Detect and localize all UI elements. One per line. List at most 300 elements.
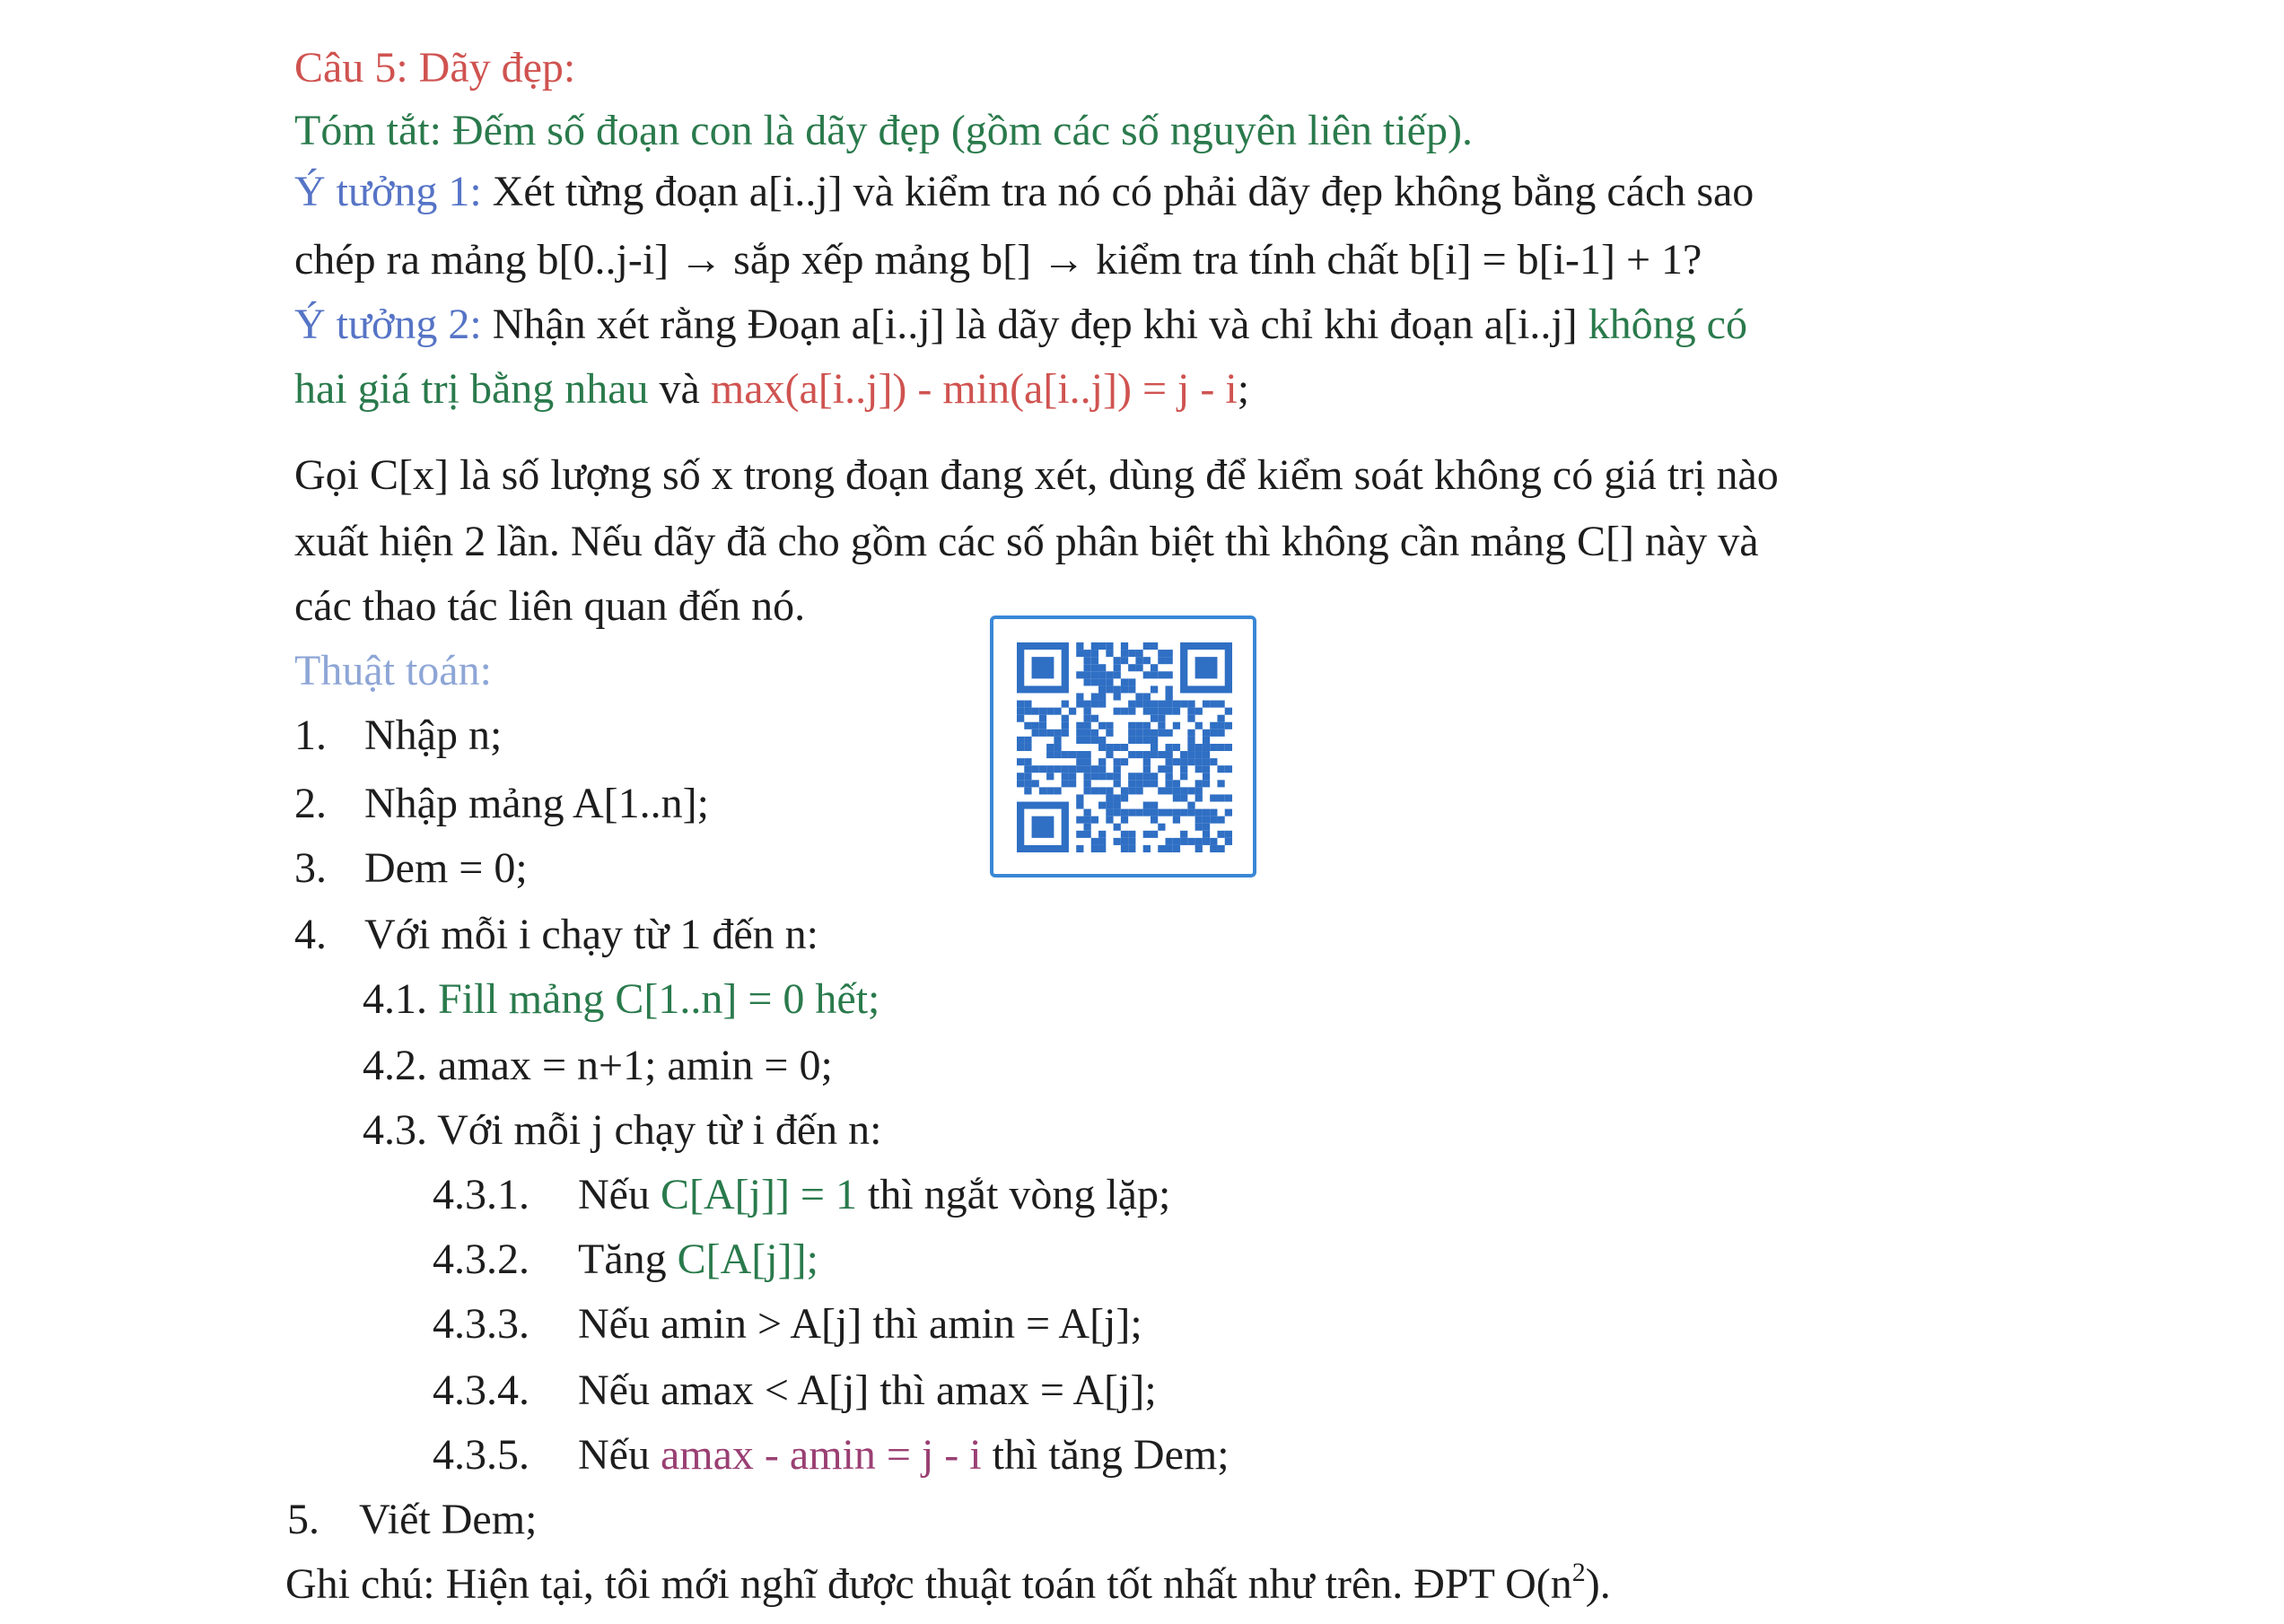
qr-module <box>1024 773 1031 780</box>
qr-module <box>1210 758 1217 765</box>
qr-module <box>1195 794 1203 801</box>
qr-module <box>1114 794 1121 801</box>
qr-module <box>1195 722 1203 729</box>
qr-module <box>1069 780 1076 787</box>
idea1-line2: chép ra mảng b[0..j-i] → sắp xếp mảng b[] → kiểm tra tính chất b[i] = b[i-1] + 1? <box>294 236 1702 284</box>
qr-module <box>1225 744 1232 751</box>
qr-module <box>1091 845 1098 852</box>
qr-module <box>1054 744 1061 751</box>
step-4-3-3 <box>433 1300 1142 1348</box>
qr-module <box>1076 671 1083 678</box>
qr-module <box>1062 780 1069 787</box>
qr-code <box>990 616 1256 877</box>
qr-module <box>1203 816 1210 824</box>
qr-module <box>1195 838 1203 845</box>
qr-module <box>1128 650 1135 657</box>
qr-module <box>1187 715 1195 722</box>
qr-module <box>1187 729 1195 737</box>
qr-module <box>1121 845 1128 852</box>
qr-module <box>1166 758 1173 765</box>
qr-module <box>1217 816 1224 824</box>
summary-line <box>294 109 1473 153</box>
qr-module <box>1076 737 1083 744</box>
qr-module <box>1091 737 1098 744</box>
qr-module <box>1166 751 1173 758</box>
qr-module <box>1210 729 1217 737</box>
qr-module <box>1166 671 1173 678</box>
qr-module <box>1151 816 1158 824</box>
qr-module <box>1091 671 1098 678</box>
qr-module <box>1039 729 1046 737</box>
qr-module <box>1046 744 1054 751</box>
qr-module <box>1076 701 1083 708</box>
qr-module <box>1106 678 1113 685</box>
problem-title: Câu 5: Dãy đẹp: <box>294 44 576 92</box>
qr-module <box>1062 751 1069 758</box>
qr-module <box>1180 765 1187 773</box>
qr-module <box>1225 794 1232 801</box>
qr-module <box>1106 729 1113 737</box>
qr-module <box>1166 701 1173 708</box>
step-1 <box>294 714 502 757</box>
qr-module <box>1083 758 1090 765</box>
step-text: Với mỗi j chạy từ i đến n: <box>437 1106 882 1154</box>
qr-module <box>1166 744 1173 751</box>
qr-module <box>1083 729 1090 737</box>
step-4-3-5 <box>433 1431 1230 1479</box>
qr-module <box>1091 729 1098 737</box>
qr-module <box>1083 657 1090 664</box>
qr-module <box>1143 780 1151 787</box>
qr-module <box>1135 773 1142 780</box>
qr-module <box>1158 650 1165 657</box>
qr-module <box>1039 708 1046 715</box>
qr-module <box>1217 765 1224 773</box>
qr-module <box>1151 685 1158 693</box>
qr-module <box>1076 831 1083 838</box>
qr-module <box>1121 809 1128 816</box>
qr-module <box>1143 657 1151 664</box>
qr-module <box>1098 685 1106 693</box>
step-text: Với mỗi i chạy từ 1 đến n: <box>364 911 818 958</box>
step-2 <box>294 782 709 825</box>
qr-module <box>1173 794 1180 801</box>
qr-module <box>1076 794 1083 801</box>
step-number: 4.3. <box>363 1106 427 1154</box>
qr-module <box>1203 729 1210 737</box>
qr-module <box>1166 765 1173 773</box>
qr-module <box>1017 701 1024 708</box>
step-number: 4. <box>294 911 327 958</box>
qr-module <box>1121 744 1128 751</box>
qr-module <box>1128 809 1135 816</box>
qr-module <box>1098 744 1106 751</box>
qr-module <box>1046 708 1054 715</box>
qr-module <box>1039 715 1046 722</box>
qr-module <box>1046 729 1054 737</box>
qr-module <box>1151 708 1158 715</box>
qr-module <box>1128 701 1135 708</box>
step-number: 4.2. <box>363 1042 427 1089</box>
idea1-text1: Xét từng đoạn a[i..j] và kiểm tra nó có phải dãy đẹp không bằng cách sao <box>492 168 1755 215</box>
qr-module <box>1128 722 1135 729</box>
qr-module <box>1098 737 1106 744</box>
qr-module <box>1180 701 1187 708</box>
qr-module <box>1083 773 1090 780</box>
qr-module <box>1128 685 1135 693</box>
qr-module <box>1114 773 1121 780</box>
qr-module <box>1158 671 1165 678</box>
qr-module <box>1054 729 1061 737</box>
idea2-line1 <box>294 303 1747 346</box>
qr-module <box>1151 780 1158 787</box>
qr-module <box>1180 758 1187 765</box>
qr-module <box>1032 816 1054 838</box>
step-green: C[A[j]] = 1 <box>660 1171 857 1218</box>
qr-module <box>1062 701 1069 708</box>
qr-module <box>1106 744 1113 751</box>
idea2-and: và <box>659 365 700 413</box>
summary-label: Tóm tắt: <box>294 107 442 154</box>
qr-module <box>1135 664 1142 671</box>
qr-module <box>1180 751 1187 758</box>
step-4-3-4 <box>433 1366 1157 1414</box>
qr-module <box>1114 693 1121 700</box>
qr-module <box>1135 657 1142 664</box>
qr-module <box>1106 642 1113 650</box>
qr-module <box>1106 816 1113 824</box>
qr-module <box>1076 722 1083 729</box>
qr-module <box>1091 650 1098 657</box>
qr-module <box>1106 794 1113 801</box>
qr-module <box>1225 809 1232 816</box>
qr-module <box>1076 758 1083 765</box>
qr-module <box>1158 657 1165 664</box>
qr-module <box>1128 737 1135 744</box>
qr-module <box>1151 744 1158 751</box>
qr-code-icon <box>1017 642 1232 852</box>
qr-module <box>1032 657 1054 678</box>
qr-module <box>1091 642 1098 650</box>
qr-module <box>1098 838 1106 845</box>
qr-module <box>1135 701 1142 708</box>
qr-module <box>1054 787 1061 794</box>
step-text: Nếu amax < A[j] thì amax = A[j]; <box>578 1366 1157 1414</box>
qr-module <box>1166 657 1173 664</box>
qr-module <box>1195 780 1203 787</box>
step-5 <box>287 1498 537 1541</box>
qr-module <box>1143 845 1151 852</box>
qr-module <box>1046 773 1054 780</box>
step-number: 4.3.2. <box>433 1235 529 1283</box>
paragraph-line1: Gọi C[x] là số lượng số x trong đoạn đang xét, dùng để kiểm soát không có giá trị nào <box>294 451 1779 499</box>
qr-module <box>1210 722 1217 729</box>
qr-module <box>1217 794 1224 801</box>
idea2-semicolon: ; <box>1237 365 1250 413</box>
qr-module <box>1158 787 1165 794</box>
qr-module <box>1091 816 1098 824</box>
qr-module <box>1166 650 1173 657</box>
qr-module <box>1195 765 1203 773</box>
qr-module <box>1106 722 1113 729</box>
qr-module <box>1039 722 1046 729</box>
qr-module <box>1203 758 1210 765</box>
qr-module <box>1143 729 1151 737</box>
qr-module <box>1083 809 1090 816</box>
qr-module <box>1114 708 1121 715</box>
qr-module <box>1195 744 1203 751</box>
qr-module <box>1180 838 1187 845</box>
qr-module <box>1180 809 1187 816</box>
qr-module <box>1173 722 1180 729</box>
qr-module <box>1106 773 1113 780</box>
qr-module <box>1151 802 1158 809</box>
step-4-1 <box>363 975 880 1023</box>
qr-module <box>1083 824 1090 831</box>
qr-module <box>1098 773 1106 780</box>
qr-module <box>1195 708 1203 715</box>
qr-module <box>1173 708 1180 715</box>
qr-module <box>1210 794 1217 801</box>
qr-module <box>1180 794 1187 801</box>
step-text: Fill mảng C[1..n] = 0 hết; <box>438 975 880 1023</box>
qr-module <box>1069 765 1076 773</box>
qr-module <box>1098 722 1106 729</box>
qr-module <box>1203 824 1210 831</box>
qr-module <box>1151 701 1158 708</box>
step-text: Viết Dem; <box>359 1496 538 1543</box>
qr-module <box>1195 824 1203 831</box>
qr-module <box>1166 729 1173 737</box>
qr-module <box>1203 780 1210 787</box>
qr-module <box>1114 838 1121 845</box>
qr-module <box>1054 765 1061 773</box>
qr-module <box>1083 765 1090 773</box>
step-green: C[A[j]]; <box>677 1235 818 1283</box>
qr-module <box>1046 765 1054 773</box>
qr-module <box>1195 751 1203 758</box>
step-3 <box>294 844 528 892</box>
step-number: 5. <box>287 1496 319 1543</box>
qr-module <box>1032 780 1039 787</box>
qr-module <box>1121 794 1128 801</box>
qr-module <box>1203 737 1210 744</box>
qr-module <box>1098 787 1106 794</box>
qr-module <box>1017 737 1024 744</box>
qr-module <box>1069 773 1076 780</box>
qr-module <box>1091 787 1098 794</box>
qr-module <box>1091 715 1098 722</box>
step-post: thì tăng Dem; <box>992 1431 1230 1479</box>
qr-module <box>1128 678 1135 685</box>
qr-module <box>1166 693 1173 700</box>
qr-module <box>1121 838 1128 845</box>
qr-module <box>1098 765 1106 773</box>
qr-module <box>1143 831 1151 838</box>
qr-module <box>1166 708 1173 715</box>
qr-module <box>1114 671 1121 678</box>
qr-module <box>1083 816 1090 824</box>
qr-module <box>1203 701 1210 708</box>
qr-module <box>1083 751 1090 758</box>
qr-module <box>1083 678 1090 685</box>
qr-module <box>1173 744 1180 751</box>
qr-module <box>1225 708 1232 715</box>
qr-module <box>1114 802 1121 809</box>
qr-module <box>1166 773 1173 780</box>
qr-module <box>1114 744 1121 751</box>
qr-module <box>1195 816 1203 824</box>
qr-module <box>1083 722 1090 729</box>
qr-module <box>1091 678 1098 685</box>
qr-module <box>1217 780 1224 787</box>
qr-module <box>1158 824 1165 831</box>
qr-module <box>1069 751 1076 758</box>
qr-module <box>1135 650 1142 657</box>
qr-module <box>1114 657 1121 664</box>
qr-module <box>1128 780 1135 787</box>
qr-module <box>1114 765 1121 773</box>
qr-module <box>1024 780 1031 787</box>
qr-module <box>1143 802 1151 809</box>
note-end: ). <box>1585 1560 1611 1608</box>
qr-module <box>1195 657 1218 678</box>
qr-module <box>1135 722 1142 729</box>
qr-module <box>1173 780 1180 787</box>
step-pre: Nếu <box>578 1431 650 1479</box>
step-text: Nếu amin > A[j] thì amin = A[j]; <box>578 1300 1142 1348</box>
qr-module <box>1106 650 1113 657</box>
qr-module <box>1158 701 1165 708</box>
qr-module <box>1158 765 1165 773</box>
note-line <box>285 1558 1611 1608</box>
qr-module <box>1098 845 1106 852</box>
qr-module <box>1083 737 1090 744</box>
qr-module <box>1195 845 1203 852</box>
qr-module <box>1128 751 1135 758</box>
step-number: 4.1. <box>363 975 427 1023</box>
qr-module <box>1173 758 1180 765</box>
qr-module <box>1173 701 1180 708</box>
step-4-3 <box>363 1106 882 1154</box>
qr-module <box>1143 708 1151 715</box>
qr-module <box>1046 787 1054 794</box>
qr-module <box>1091 664 1098 671</box>
qr-module <box>1217 701 1224 708</box>
qr-module <box>1187 758 1195 765</box>
qr-module <box>1151 751 1158 758</box>
qr-module <box>1083 664 1090 671</box>
qr-module <box>1024 744 1031 751</box>
qr-module <box>1203 831 1210 838</box>
qr-module <box>1128 845 1135 852</box>
qr-module <box>1128 838 1135 845</box>
qr-module <box>1151 729 1158 737</box>
qr-module <box>1151 831 1158 838</box>
qr-module <box>1217 845 1224 852</box>
qr-module <box>1187 802 1195 809</box>
qr-module <box>1046 751 1054 758</box>
qr-module <box>1143 671 1151 678</box>
step-purple: amax - amin = j - i <box>660 1431 982 1479</box>
qr-module <box>1225 722 1232 729</box>
qr-module <box>1151 773 1158 780</box>
qr-module <box>1203 838 1210 845</box>
qr-module <box>1128 787 1135 794</box>
qr-module <box>1217 722 1224 729</box>
qr-module <box>1210 701 1217 708</box>
qr-module <box>1128 729 1135 737</box>
qr-module <box>1210 838 1217 845</box>
qr-module <box>1017 708 1024 715</box>
idea2-line2 <box>294 365 1250 413</box>
qr-module <box>1143 773 1151 780</box>
qr-module <box>1203 809 1210 816</box>
qr-module <box>1083 715 1090 722</box>
qr-module <box>1076 693 1083 700</box>
qr-module <box>1143 765 1151 773</box>
qr-module <box>1098 671 1106 678</box>
step-number: 1. <box>294 712 327 759</box>
qr-module <box>1225 831 1232 838</box>
qr-module <box>1114 685 1121 693</box>
qr-module <box>1166 838 1173 845</box>
idea2-text1: Nhận xét rằng Đoạn a[i..j] là dãy đẹp khi và chỉ khi đoạn a[i..j] <box>492 301 1578 348</box>
qr-module <box>1128 773 1135 780</box>
qr-module <box>1166 787 1173 794</box>
step-number: 4.3.3. <box>433 1300 529 1348</box>
qr-module <box>1083 787 1090 794</box>
qr-module <box>1173 809 1180 816</box>
qr-module <box>1062 773 1069 780</box>
qr-module <box>1024 758 1031 765</box>
idea2-label: Ý tưởng 2: <box>294 301 482 348</box>
qr-module <box>1076 642 1083 650</box>
qr-module <box>1121 831 1128 838</box>
algorithm-label: Thuật toán: <box>294 647 492 694</box>
qr-module <box>1217 729 1224 737</box>
qr-module <box>1062 722 1069 729</box>
qr-module <box>1143 751 1151 758</box>
qr-module <box>1091 693 1098 700</box>
qr-module <box>1135 693 1142 700</box>
qr-module <box>1158 845 1165 852</box>
qr-module <box>1173 845 1180 852</box>
qr-module <box>1128 708 1135 715</box>
step-number: 4.3.4. <box>433 1366 529 1414</box>
qr-module <box>1098 664 1106 671</box>
qr-module <box>1135 737 1142 744</box>
qr-module <box>1151 715 1158 722</box>
qr-module <box>1135 780 1142 787</box>
qr-module <box>1203 773 1210 780</box>
qr-module <box>1135 787 1142 794</box>
step-text: Nhập mảng A[1..n]; <box>364 780 709 827</box>
paragraph-line2: xuất hiện 2 lần. Nếu dãy đã cho gồm các số phân biệt thì không cần mảng C[] này và <box>294 518 1759 565</box>
qr-module <box>1187 838 1195 845</box>
qr-module <box>1121 650 1128 657</box>
qr-module <box>1024 701 1031 708</box>
qr-module <box>1187 737 1195 744</box>
qr-module <box>1135 809 1142 816</box>
qr-module <box>1166 845 1173 852</box>
qr-module <box>1091 765 1098 773</box>
qr-module <box>1187 787 1195 794</box>
qr-module <box>1017 758 1024 765</box>
qr-module <box>1173 838 1180 845</box>
qr-module <box>1217 744 1224 751</box>
qr-module <box>1158 715 1165 722</box>
